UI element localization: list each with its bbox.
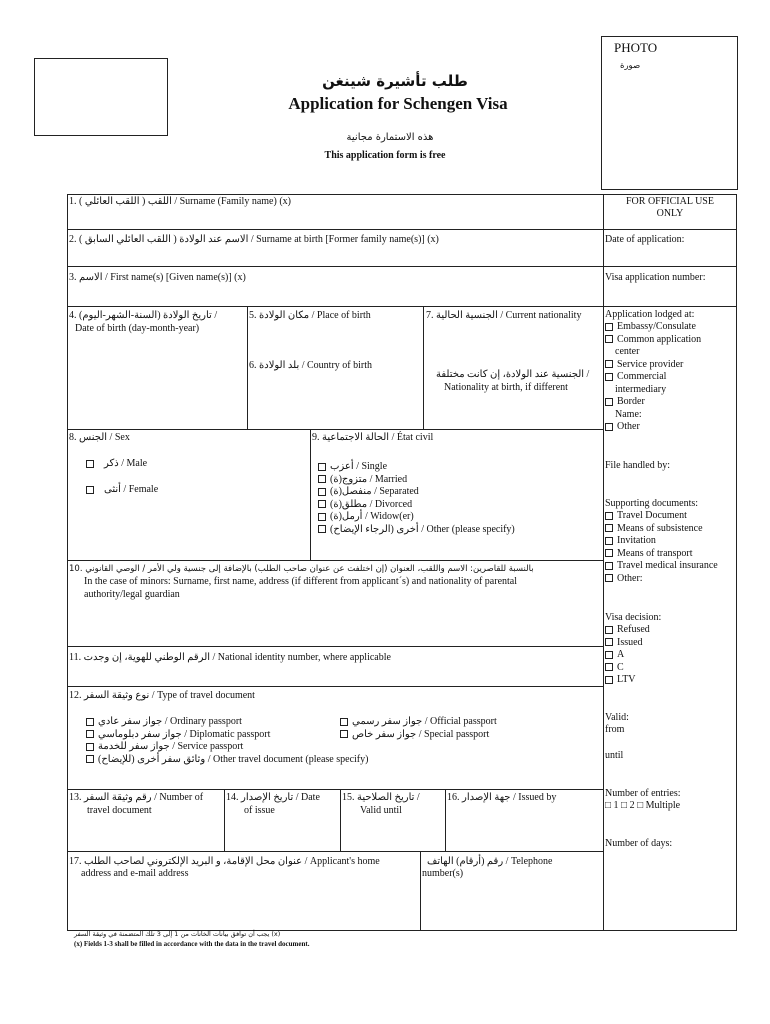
field-travel-doc-type: 12. نوع وثيقة السفر / Type of travel document [69,690,255,701]
page-title: Application for Schengen Visa [288,94,508,113]
field-telephone-sub: number(s) [422,868,464,879]
travel-doc-label: جواز سفر رسمي / Official passport [352,716,497,727]
checkbox-icon[interactable] [86,730,94,738]
official-option-label: Other: [617,572,643,584]
checkbox-icon [605,562,613,570]
field-minors-sub: authority/legal guardian [84,589,180,600]
official-date-of-application: Date of application: [605,234,685,245]
official-option [615,384,666,396]
field-doc-number[interactable]: 13. رقم وثيقة السفر / Number of [69,792,204,803]
field-doc-number-sub: travel document [87,805,152,816]
travel-doc-item[interactable] [86,716,242,728]
official-option-label: Other [617,421,640,432]
checkbox-icon [605,524,613,532]
sex-female-option[interactable]: أنثى / Female [86,484,158,496]
field-sex: 8. الجنس / Sex [69,432,130,443]
travel-doc-item[interactable] [340,729,489,741]
official-option [605,624,650,636]
checkbox-icon [605,663,613,671]
checkbox-icon[interactable] [86,460,94,468]
checkbox-icon[interactable] [86,755,94,763]
official-until: until [605,750,624,761]
official-option-label: Travel Document [617,510,687,521]
civil-status-item[interactable] [318,511,414,523]
civil-status-label: منفصل(ة) / Separated [330,486,419,497]
official-option-label: Common application [617,333,702,345]
official-option [605,396,645,408]
official-option-label: Invitation [617,535,656,546]
checkbox-icon [605,335,613,343]
field-minors[interactable]: In the case of minors: Surname, first name, address (if different from applicant´s) and nationality of parental [84,576,518,587]
official-option-label: Service provider [617,358,684,370]
official-supporting-docs: Supporting documents: [605,498,699,509]
official-option [605,674,636,686]
field-home-address-sub: address and e-mail address [81,868,189,879]
official-option [605,523,703,535]
civil-status-item[interactable] [318,524,515,536]
official-valid: Valid: [605,712,629,723]
field-telephone[interactable]: رقم (أرقام) الهاتف / Telephone [427,856,553,867]
travel-doc-item[interactable] [86,741,243,753]
travel-doc-label: جواز سفر خاص / Special passport [352,728,490,740]
checkbox-icon [605,638,613,646]
checkbox-icon [605,574,613,582]
footnote: (x) Fields 1-3 shall be filled in accordance with the data in the travel document. [74,940,310,948]
checkbox-icon [605,373,613,381]
official-entries-options: □ 1 □ 2 □ Multiple [605,800,681,811]
travel-doc-label: وثائق سفر أخرى (للإيضاح) / Other travel document (please specify) [98,753,369,765]
checkbox-icon [605,537,613,545]
civil-status-label: أرمل(ة) / Widow(er) [330,511,414,522]
field-surname-at-birth[interactable]: 2. ( اللقب العائلي السابق ) الاسم عند الولادة / Surname at birth [Former family name(s)] (x) [69,234,439,245]
checkbox-icon [605,512,613,520]
official-option-label: Travel medical insurance [617,560,718,571]
civil-status-label: أخرى (الرجاء الإيضاح) / Other (please specify) [330,523,515,535]
checkbox-icon [605,549,613,557]
travel-doc-label: جواز سفر دبلوماسي / Diplomatic passport [98,728,271,740]
civil-status-label: مطلق(ة) / Divorced [330,498,413,510]
checkbox-icon[interactable] [318,463,326,471]
official-lodged-at: Application lodged at: [605,309,695,320]
civil-status-item[interactable] [318,486,419,498]
field-dob-label[interactable]: 4. تاريخ الولادة (السنة-الشهر-اليوم) / [69,310,218,321]
field-home-address[interactable]: 17. عنوان محل الإقامة، و البريد الإلكتروني لصاحب الطلب / Applicant's home [69,856,380,867]
checkbox-icon [605,651,613,659]
official-option [605,510,687,522]
checkbox-icon[interactable] [340,730,348,738]
field-nationality-birth-ar: الجنسية عند الولادة، إن كانت مختلفة / [436,369,590,380]
official-option [605,371,666,383]
official-option-label: Refused [617,624,650,635]
official-option-label: Commercial [617,371,667,382]
official-option [615,409,642,421]
title-ar: طلب تأشيرة شينغن [322,72,468,90]
checkbox-icon [605,676,613,684]
official-option-label: intermediary [615,383,667,395]
official-heading-2: ONLY [656,208,684,219]
field-date-of-issue[interactable]: 14. تاريخ الإصدار / Date [226,792,320,803]
checkbox-icon [605,360,613,368]
field-valid-until-sub: Valid until [360,805,402,816]
official-option-label: Means of subsistence [617,522,703,534]
official-option [605,548,693,560]
checkbox-icon[interactable] [318,513,326,521]
official-option [615,346,639,358]
checkbox-icon[interactable] [340,718,348,726]
official-days: Number of days: [605,838,673,849]
civil-status-item[interactable] [318,461,387,473]
official-option [605,662,624,674]
checkbox-icon[interactable] [86,718,94,726]
checkbox-icon [605,423,613,431]
sex-male-option[interactable]: ذكر / Male [86,458,147,470]
field-date-of-issue-sub: of issue [244,805,275,816]
official-option [605,421,640,433]
official-heading: FOR OFFICIAL USE [626,196,714,207]
field-first-name[interactable]: 3. الاسم / First name(s) [Given name(s)] (x) [69,272,246,283]
civil-status-item[interactable] [318,499,412,511]
field-minors-ar: 10. بالنسبة للقاصرين: الاسم واللقب، العنوان (إن اختلفت عن عنوان صاحب الطلب) بالإضافة إلى جنسية ولي الأمر / الوصي القانوني [69,564,534,574]
checkbox-icon[interactable] [318,475,326,483]
free-note-ar: هذه الاستمارة مجانية [346,132,434,143]
checkbox-icon[interactable] [86,486,94,494]
field-place-of-birth[interactable]: 5. مكان الولادة / Place of birth [249,310,371,321]
field-issued-by[interactable]: 16. جهة الإصدار / Issued by [447,792,557,803]
official-visa-number: Visa application number: [605,272,706,283]
travel-doc-label: جواز سفر للخدمة / Service passport [98,741,244,752]
official-option-label: LTV [617,674,636,685]
official-file-handled: File handled by: [605,460,670,471]
official-option [605,535,656,547]
field-nationality-birth[interactable]: Nationality at birth, if different [444,382,568,393]
checkbox-icon[interactable] [86,743,94,751]
official-option [605,359,683,371]
field-dob-sub: Date of birth (day-month-year) [75,323,200,334]
official-option-label: A [617,649,625,660]
photo-label-ar: صورة [620,61,641,71]
official-option-label: Border [617,396,645,407]
travel-doc-item[interactable] [86,729,270,741]
checkbox-icon[interactable] [318,500,326,508]
footnote-ar: يجب أن توافق بيانات الخانات من 1 إلى 3 تلك المتضمنة في وثيقة السفر (x) [74,930,281,938]
free-note: This application form is free [324,150,446,161]
field-country-of-birth[interactable]: 6. بلد الولادة / Country of birth [249,360,373,371]
field-surname[interactable]: 1. ( اللقب العائلي ) اللقب / Surname (Family name) (x) [69,196,291,207]
field-valid-until[interactable]: 15. تاريخ الصلاحية / [342,792,420,803]
official-option [605,637,643,649]
checkbox-icon[interactable] [318,488,326,496]
civil-status-item[interactable] [318,474,407,486]
official-option-label: Means of transport [617,547,693,559]
official-option-label: center [615,346,640,357]
travel-doc-label: جواز سفر عادي / Ordinary passport [98,716,242,727]
official-option [605,649,624,661]
checkbox-icon[interactable] [318,525,326,533]
checkbox-icon [605,626,613,634]
official-option-label: Name: [615,408,642,420]
field-national-id[interactable]: 11. الرقم الوطني للهوية، إن وجدت / National identity number, where applicable [69,652,391,663]
official-option [605,321,696,333]
field-current-nationality[interactable]: 7. الجنسية الحالية / Current nationality [426,310,582,321]
official-option [605,334,701,346]
official-entries: Number of entries: [605,788,681,799]
official-option-label: Embassy/Consulate [617,321,696,332]
checkbox-icon [605,323,613,331]
photo-label: PHOTO [614,40,658,55]
official-option-label: C [617,661,624,673]
field-civil-status: 9. الحالة الاجتماعية / État civil [312,432,434,443]
official-option [605,573,643,585]
travel-doc-item[interactable] [86,754,368,766]
official-from: from [605,724,625,735]
official-visa-decision: Visa decision: [605,612,662,623]
travel-doc-item[interactable] [340,716,497,728]
civil-status-label: متزوج(ة) / Married [330,473,408,485]
official-option-label: Issued [617,636,643,648]
official-option [605,560,718,572]
civil-status-label: أعزب / Single [330,461,388,472]
checkbox-icon [605,398,613,406]
